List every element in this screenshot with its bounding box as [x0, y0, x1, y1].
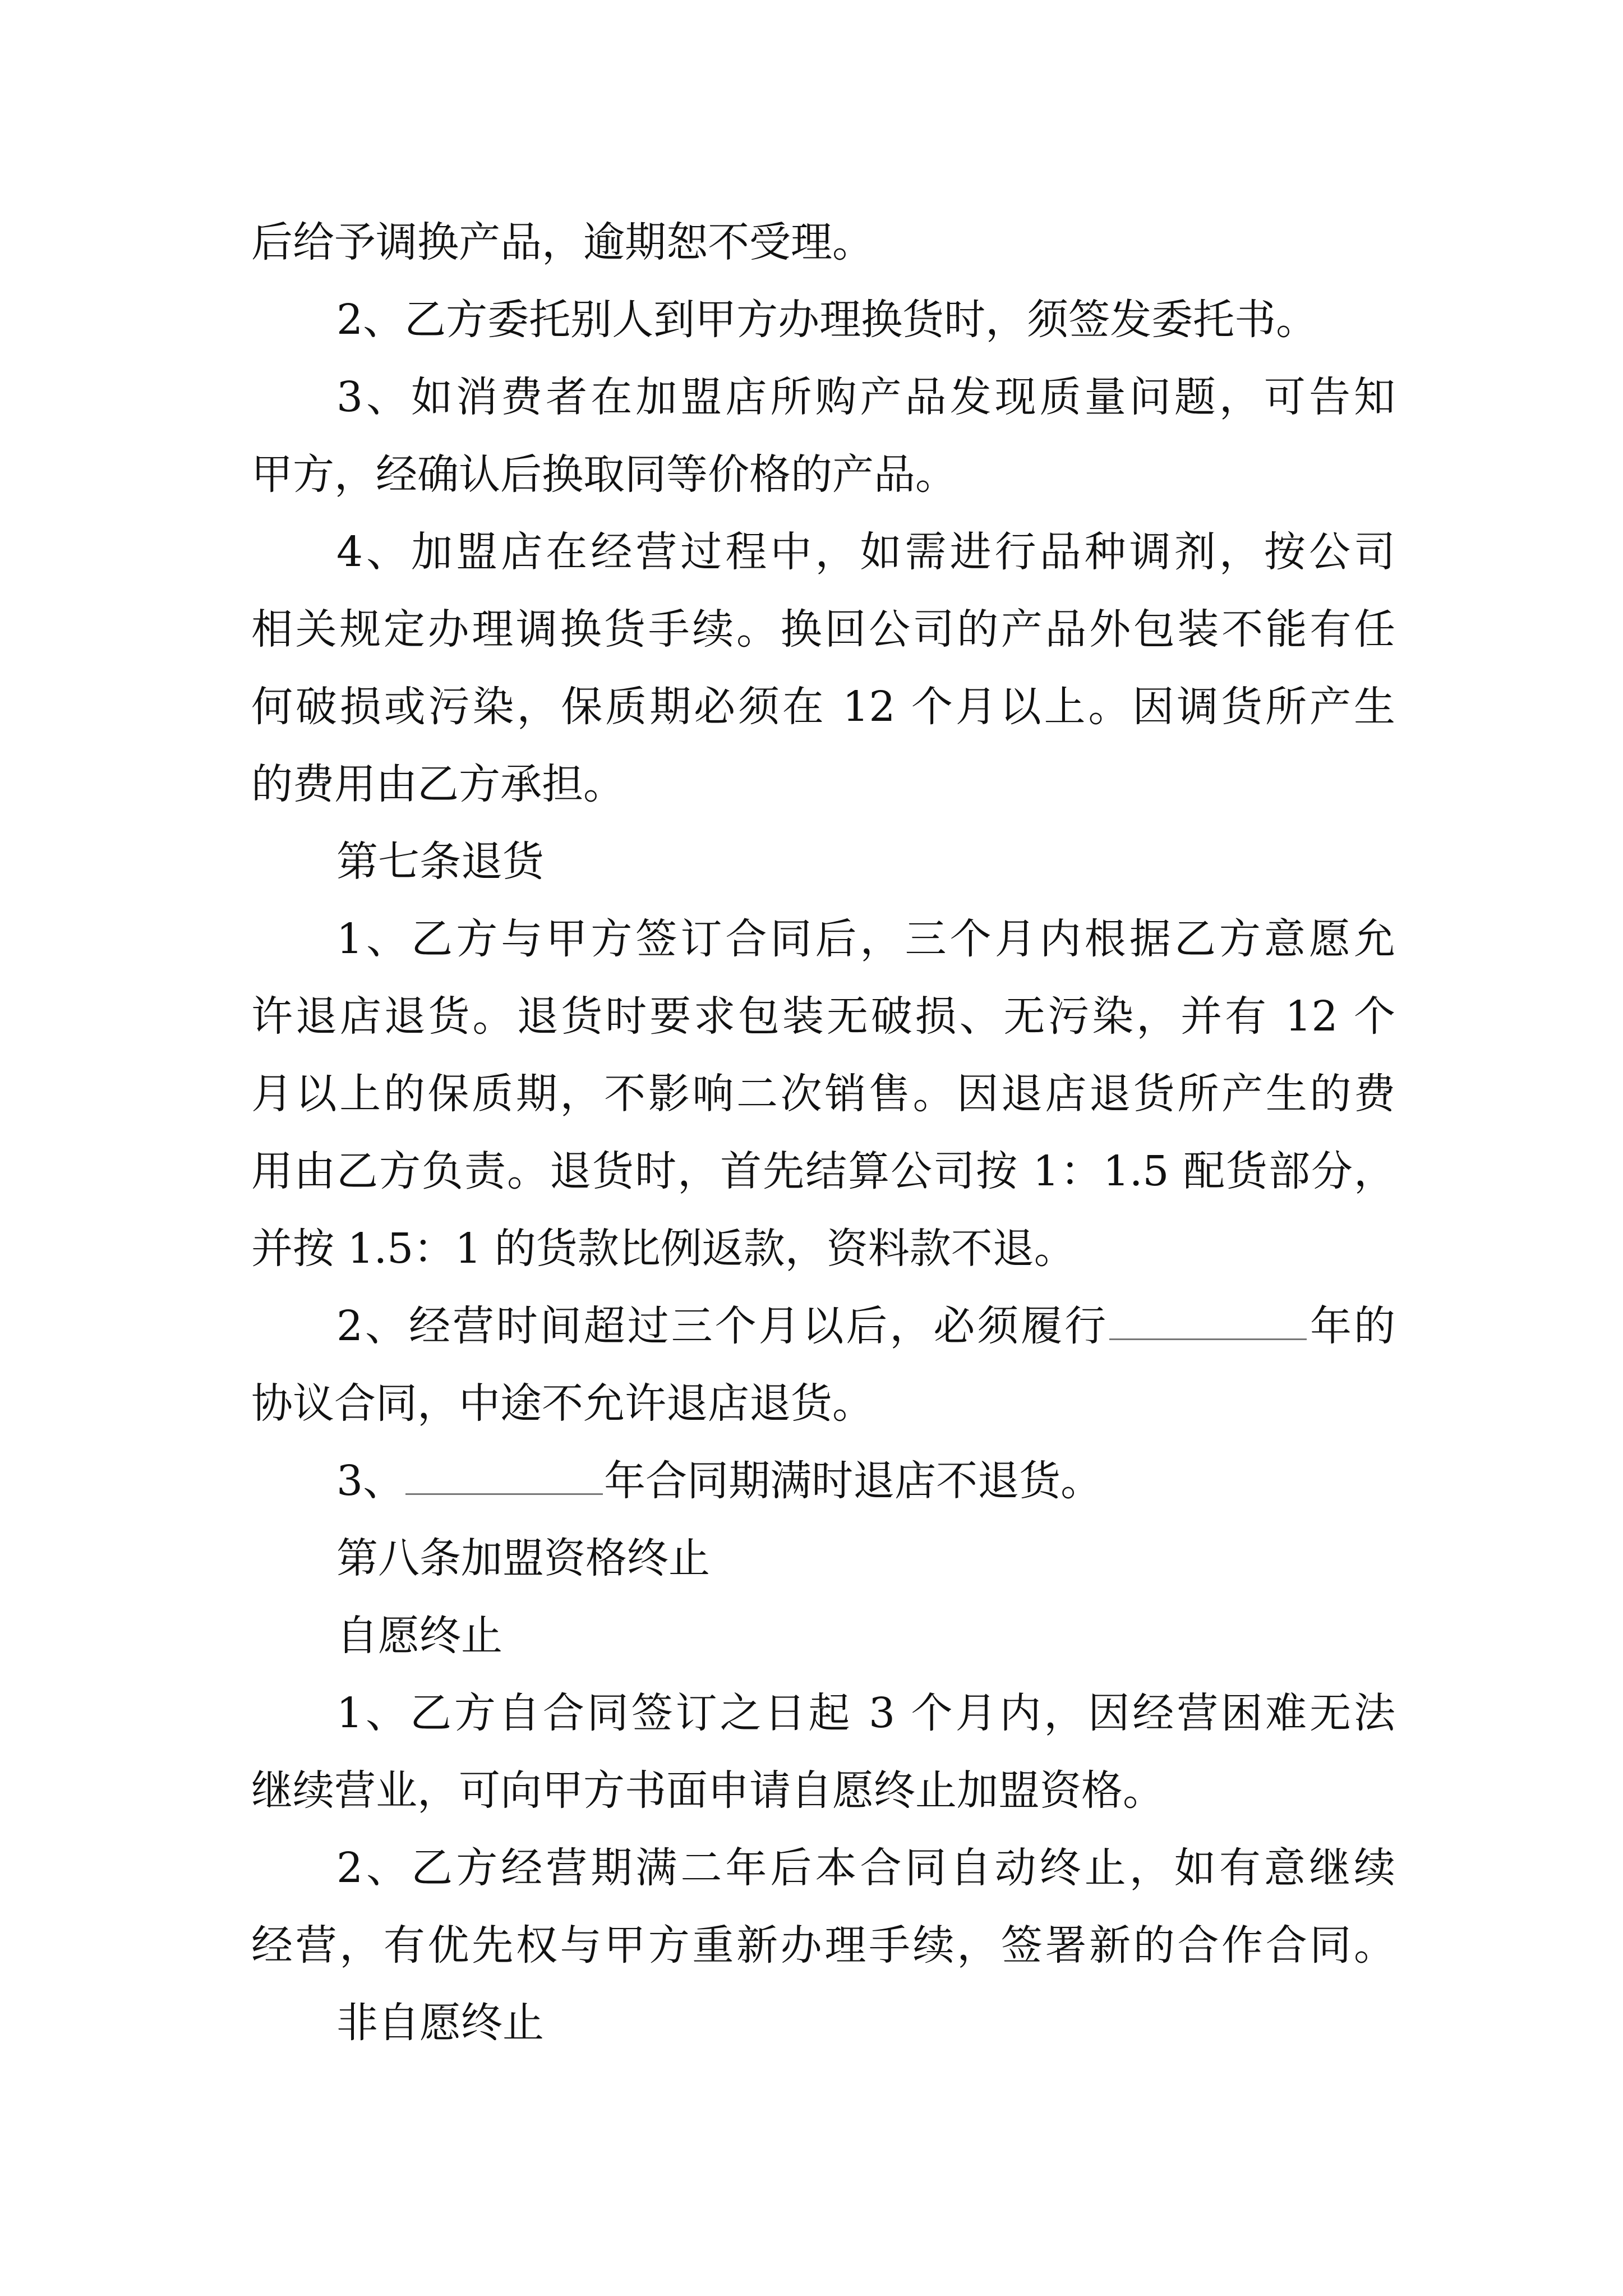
paragraph-line: 3、如消费者在加盟店所购产品发现质量问题，可告知 [336, 373, 1395, 421]
section-heading: 第八条加盟资格终止 [336, 1534, 710, 1582]
line-text: 3、 [336, 1457, 405, 1505]
paragraph-line: 何破损或污染，保质期必须在 12 个月以上。因调货所产生 [251, 683, 1395, 731]
paragraph-line: 的费用由乙方承担。 [251, 760, 625, 808]
paragraph-line: 协议合同，中途不允许退店退货。 [251, 1379, 874, 1428]
paragraph-line: 甲方，经确认后换取同等价格的产品。 [251, 450, 957, 499]
subsection-heading: 自愿终止 [336, 1612, 502, 1660]
paragraph-line: 继续营业，可向甲方书面申请自愿终止加盟资格。 [251, 1766, 1164, 1815]
paragraph-line: 1、乙方自合同签订之日起 3 个月内，因经营困难无法 [336, 1689, 1395, 1737]
paragraph-line: 并按 1.5：1 的货款比例返款，资料款不退。 [251, 1225, 1076, 1273]
paragraph-line: 相关规定办理调换货手续。换回公司的产品外包装不能有任 [251, 605, 1395, 654]
line-text: 年的 [1308, 1302, 1395, 1350]
paragraph-line: 2、乙方委托别人到甲方办理换货时，须签发委托书。 [336, 296, 1318, 344]
paragraph-line: 月以上的保质期，不影响二次销售。因退店退货所产生的费 [251, 1070, 1395, 1118]
paragraph-line: 许退店退货。退货时要求包装无破损、无污染，并有 12 个 [251, 992, 1395, 1041]
subsection-heading: 非自愿终止 [336, 1999, 544, 2047]
paragraph-line: 用由乙方负责。退货时，首先结算公司按 1：1.5 配货部分， [251, 1147, 1395, 1195]
paragraph-line: 经营，有优先权与甲方重新办理手续，签署新的合作合同。 [251, 1921, 1395, 1970]
paragraph-line: 2、乙方经营期满二年后本合同自动终止，如有意继续 [336, 1844, 1395, 1892]
line-text: 年合同期满时退店不退货。 [604, 1457, 1103, 1505]
paragraph-line [336, 1442, 1395, 1520]
paragraph-line: 1、乙方与甲方签订合同后，三个月内根据乙方意愿允 [336, 915, 1395, 963]
paragraph-line [336, 1287, 1395, 1365]
section-heading: 第七条退货 [336, 838, 544, 886]
fill-in-blank [405, 1454, 603, 1495]
line-text: 2、经营时间超过三个月以后，必须履行 [336, 1302, 1109, 1350]
paragraph-line: 后给予调换产品，逾期恕不受理。 [251, 218, 874, 266]
paragraph-line: 4、加盟店在经营过程中，如需进行品种调剂，按公司 [336, 528, 1395, 576]
fill-in-blank [1109, 1299, 1307, 1340]
